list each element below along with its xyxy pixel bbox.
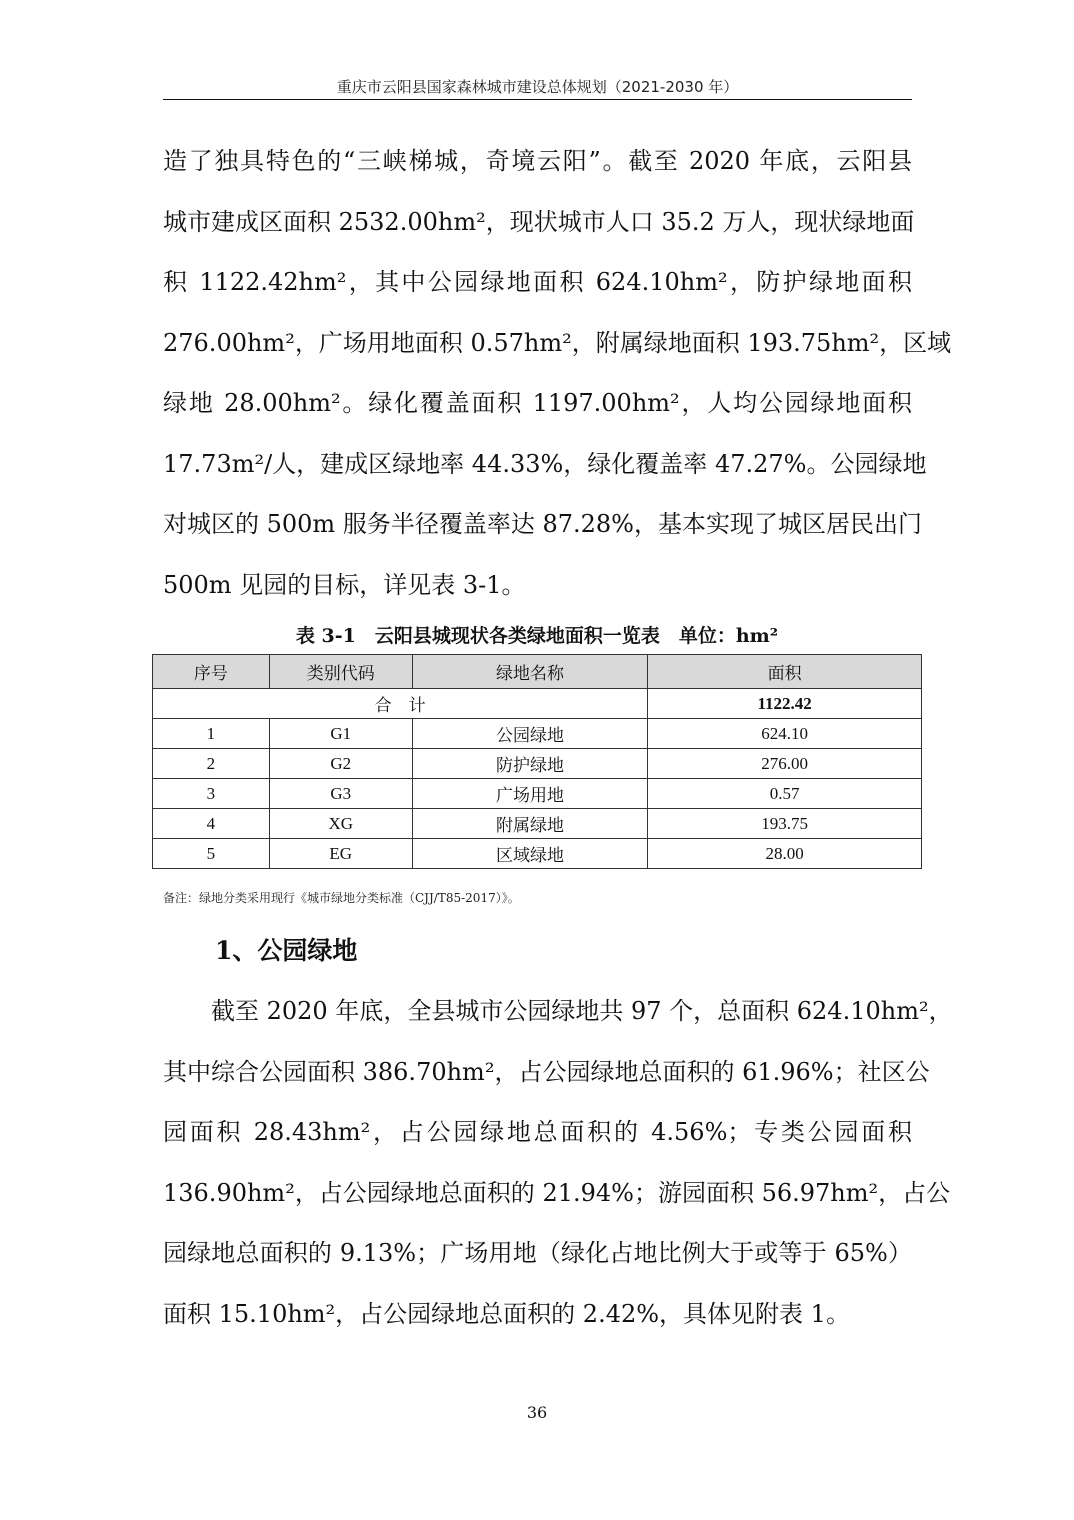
paragraph-line: 其中综合公园面积 386.70hm²，占公园绿地总面积的 61.96%；社区公 xyxy=(163,1057,930,1086)
row-number: 3 xyxy=(153,779,270,809)
paragraph-line: 城市建成区面积 2532.00hm²，现状城市人口 35.2 万人，现状绿地面 xyxy=(163,207,915,236)
table-row xyxy=(153,779,922,809)
category-code: G2 xyxy=(269,749,412,779)
column-header: 面积 xyxy=(648,655,922,689)
paragraph-line: 截至 2020 年底，全县城市公园绿地共 97 个，总面积 624.10hm²， xyxy=(211,997,953,1025)
area-value: 28.00 xyxy=(648,839,922,869)
total-label: 合 计 xyxy=(153,689,648,719)
column-header: 类别代码 xyxy=(269,655,412,689)
area-value: 624.10 xyxy=(648,719,922,749)
paragraph-line: 园面积 28.43hm²，占公园绿地总面积的 4.56%；专类公园面积 xyxy=(163,1118,912,1146)
area-value: 0.57 xyxy=(648,779,922,809)
table-row xyxy=(153,749,922,779)
paragraph-line: 17.73m²/人，建成区绿地率 44.33%，绿化覆盖率 47.27%。公园绿地 xyxy=(163,449,927,478)
green-space-name: 公园绿地 xyxy=(412,719,648,749)
area-value: 276.00 xyxy=(648,749,922,779)
table-header-row xyxy=(153,655,922,689)
area-value: 193.75 xyxy=(648,809,922,839)
category-code: XG xyxy=(269,809,412,839)
header-divider xyxy=(163,99,912,100)
paragraph-line: 面积 15.10hm²，占公园绿地总面积的 2.42%，具体见附表 1。 xyxy=(163,1299,850,1328)
paragraph-line: 积 1122.42hm²，其中公园绿地面积 624.10hm²，防护绿地面积 xyxy=(163,268,912,296)
page-number: 36 xyxy=(526,1403,548,1422)
table-row xyxy=(153,809,922,839)
green-space-name: 附属绿地 xyxy=(412,809,648,839)
paragraph-line: 绿地 28.00hm²。绿化覆盖面积 1197.00hm²，人均公园绿地面积 xyxy=(163,389,912,417)
section-heading: 1、公园绿地 xyxy=(215,936,358,965)
table-row xyxy=(153,839,922,869)
row-number: 2 xyxy=(153,749,270,779)
park-green-space-paragraph xyxy=(163,981,953,1344)
category-code: EG xyxy=(269,839,412,869)
green-space-name: 广场用地 xyxy=(412,779,648,809)
paragraph-line: 造了独具特色的“三峡梯城，奇境云阳”。截至 2020 年底，云阳县 xyxy=(163,147,912,175)
paragraph-line: 500m 见园的目标，详见表 3-1。 xyxy=(163,570,526,599)
paragraph-line: 园绿地总面积的 9.13%；广场用地（绿化占地比例大于或等于 65%） xyxy=(163,1239,912,1267)
paragraph-line: 136.90hm²，占公园绿地总面积的 21.94%；游园面积 56.97hm²，占公 xyxy=(163,1178,951,1207)
paragraph-line: 276.00hm²，广场用地面积 0.57hm²，附属绿地面积 193.75hm²，区域 xyxy=(163,328,952,357)
table-row xyxy=(153,719,922,749)
total-value: 1122.42 xyxy=(648,689,922,719)
green-space-name: 区域绿地 xyxy=(412,839,648,869)
table-total-row xyxy=(153,689,922,719)
table-footnote: 备注：绿地分类采用现行《城市绿地分类标准（CJJ/T85-2017）》。 xyxy=(163,891,520,905)
column-header: 序号 xyxy=(153,655,270,689)
paragraph-line: 对城区的 500m 服务半径覆盖率达 87.28%，基本实现了城区居民出门 xyxy=(163,510,922,538)
green-space-area-table xyxy=(152,654,922,869)
category-code: G3 xyxy=(269,779,412,809)
category-code: G1 xyxy=(269,719,412,749)
row-number: 5 xyxy=(153,839,270,869)
table-caption: 表 3-1 云阳县城现状各类绿地面积一览表 单位：hm² xyxy=(295,625,779,647)
green-space-name: 防护绿地 xyxy=(412,749,648,779)
column-header: 绿地名称 xyxy=(412,655,648,689)
intro-paragraph xyxy=(163,131,952,615)
row-number: 4 xyxy=(153,809,270,839)
row-number: 1 xyxy=(153,719,270,749)
page-header-title: 重庆市云阳县国家森林城市建设总体规划（2021-2030 年） xyxy=(336,78,739,96)
